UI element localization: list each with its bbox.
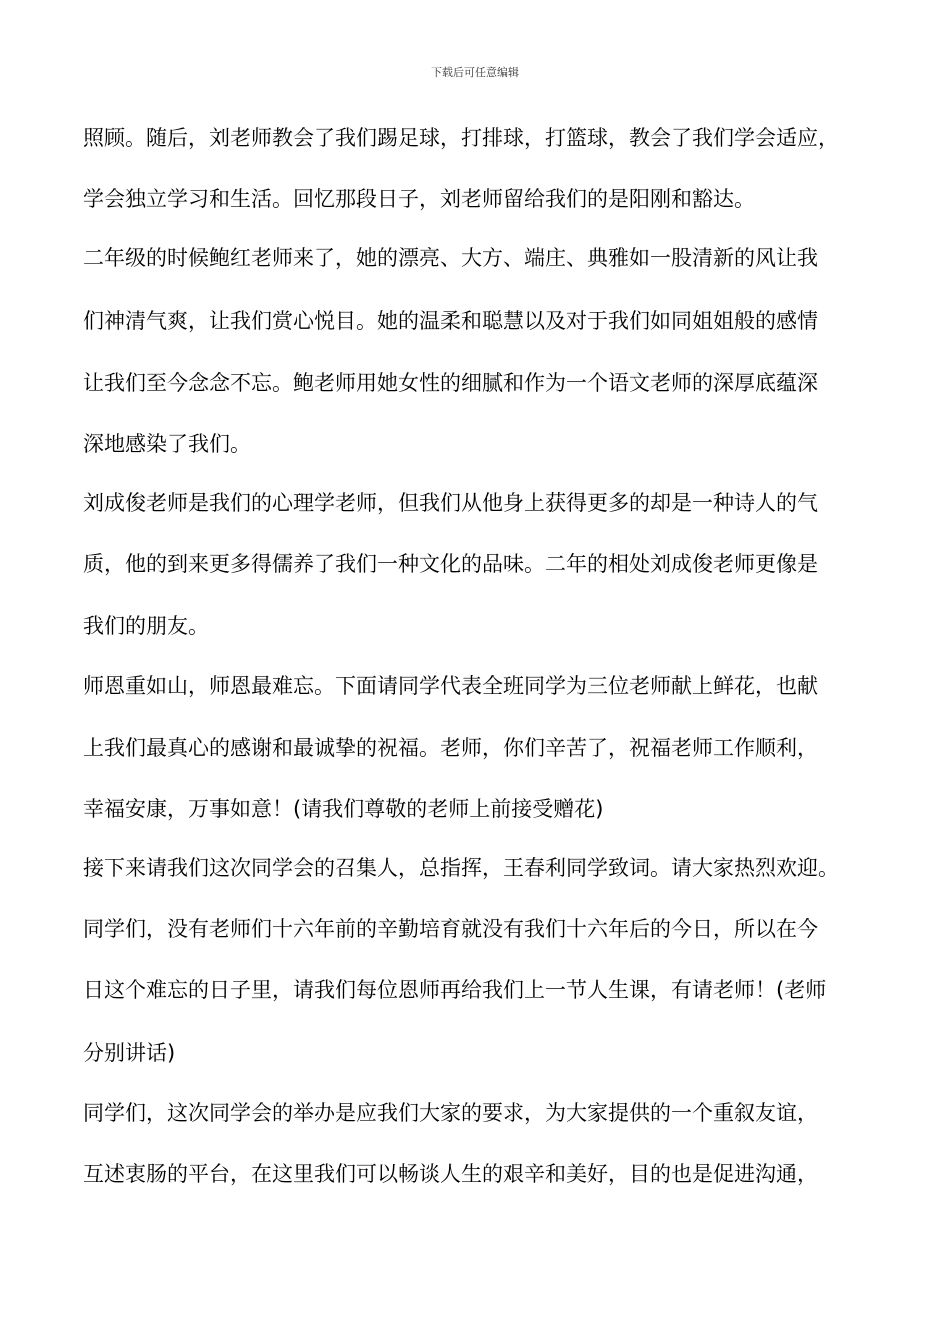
text-line: 刘成俊老师是我们的心理学老师，但我们从他身上获得更多的却是一种诗人的气: [83, 491, 818, 515]
text-line: 师恩重如山，师恩最难忘。下面请同学代表全班同学为三位老师献上鲜花，也献: [83, 674, 818, 698]
text-line: 质，他的到来更多得儒养了我们一种文化的品味。二年的相处刘成俊老师更像是: [83, 552, 818, 576]
text-line: 让我们至今念念不忘。鲍老师用她女性的细腻和作为一个语文老师的深厚底蕴深: [83, 371, 818, 395]
text-line: 二年级的时候鲍红老师来了，她的漂亮、大方、端庄、典雅如一股清新的风让我: [83, 246, 818, 270]
text-line: 日这个难忘的日子里，请我们每位恩师再给我们上一节人生课，有请老师！(老师: [83, 978, 827, 1002]
text-line: 互述衷肠的平台，在这里我们可以畅谈人生的艰辛和美好，目的也是促进沟通，: [83, 1162, 818, 1186]
page-header: 下载后可任意编辑: [431, 66, 519, 79]
text-line: 幸福安康，万事如意！(请我们尊敬的老师上前接受赠花): [83, 797, 604, 821]
text-line: 同学们，没有老师们十六年前的辛勤培育就没有我们十六年后的今日，所以在今: [83, 917, 818, 941]
text-line: 深地感染了我们。: [83, 432, 251, 456]
text-line: 们神清气爽，让我们赏心悦目。她的温柔和聪慧以及对于我们如同姐姐般的感情: [83, 309, 818, 333]
text-line: 我们的朋友。: [83, 614, 209, 638]
text-line: 上我们最真心的感谢和最诚挚的祝福。老师，你们辛苦了，祝福老师工作顺利，: [83, 736, 818, 760]
text-line: 照顾。随后，刘老师教会了我们踢足球，打排球，打篮球，教会了我们学会适应，: [83, 126, 839, 150]
text-line: 学会独立学习和生活。回忆那段日子，刘老师留给我们的是阳刚和豁达。: [83, 187, 755, 211]
text-line: 同学们，这次同学会的举办是应我们大家的要求，为大家提供的一个重叙友谊，: [83, 1101, 818, 1125]
text-line: 接下来请我们这次同学会的召集人，总指挥，王春利同学致词。请大家热烈欢迎。: [83, 856, 839, 880]
text-line: 分别讲话): [83, 1041, 176, 1065]
